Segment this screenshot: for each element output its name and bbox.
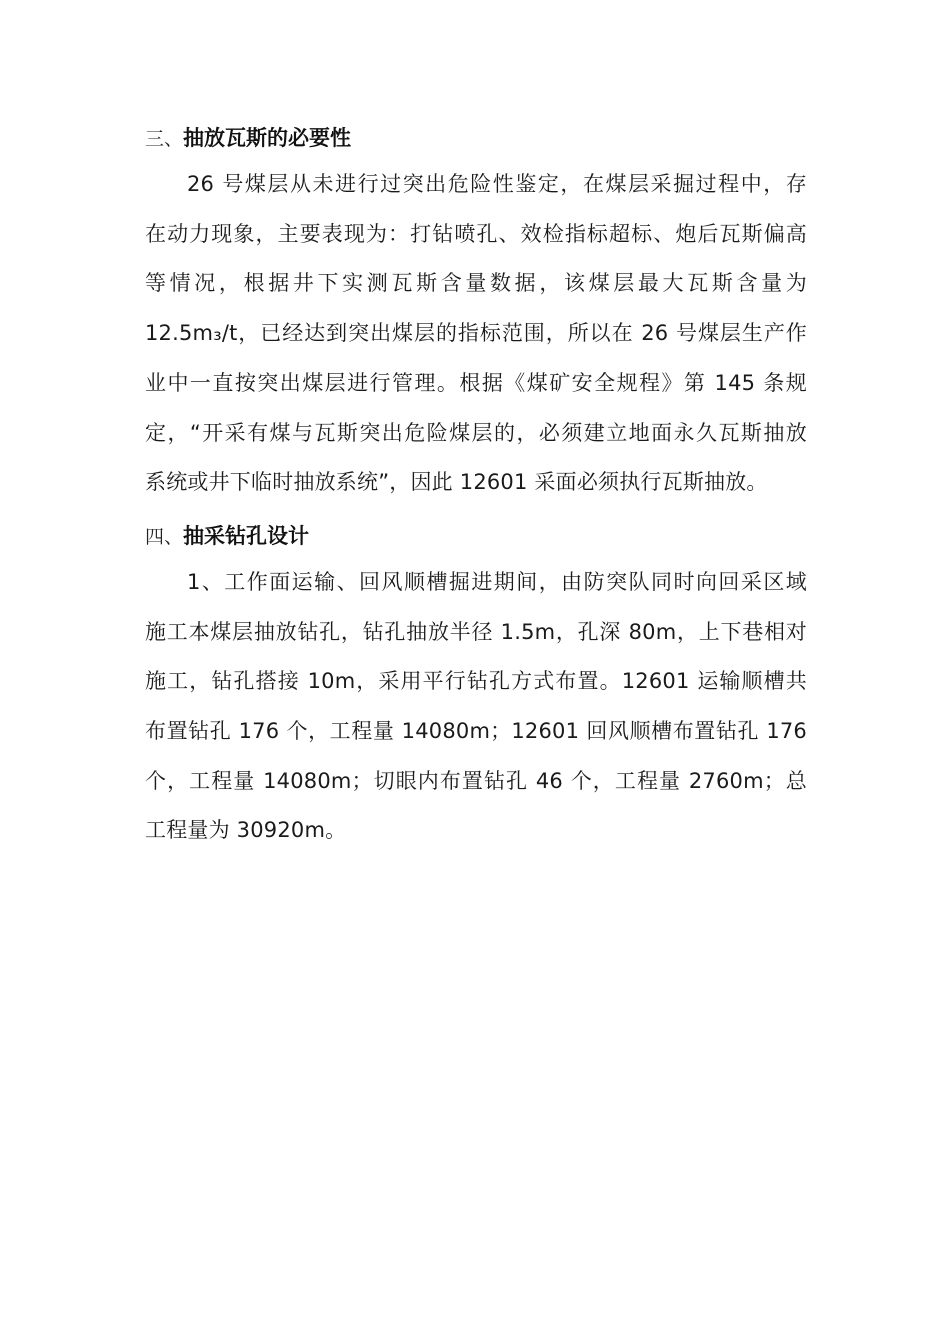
paragraph-line: 1、工作面运输、回风顺槽掘进期间，由防突队同时向回采区域 — [187, 569, 807, 594]
section-4-title: 抽采钻孔设计 — [183, 523, 310, 548]
paragraph-line: 施工，钻孔搭接 10m，采用平行钻孔方式布置。12601 运输顺槽共 — [145, 669, 807, 694]
paragraph-line: 布置钻孔 176 个，工程量 14080m；12601 回风顺槽布置钻孔 176 — [145, 719, 807, 744]
paragraph-line: 系统或井下临时抽放系统”，因此 12601 采面必须执行瓦斯抽放。 — [145, 470, 768, 495]
section-4-heading — [145, 514, 807, 558]
section-3-number: 三、 — [145, 128, 184, 150]
section-3-title: 抽放瓦斯的必要性 — [183, 126, 352, 150]
document-body — [145, 116, 807, 856]
section-4-number: 四、 — [145, 525, 184, 548]
paragraph-line: 工程量为 30920m。 — [145, 818, 347, 843]
section-4-paragraph — [145, 558, 807, 856]
paragraph-line: 等情况，根据井下实测瓦斯含量数据，该煤层最大瓦斯含量为 — [145, 271, 807, 296]
paragraph-line: 定，“开采有煤与瓦斯突出危险煤层的，必须建立地面永久瓦斯抽放 — [145, 420, 807, 445]
paragraph-line: 12.5m₃/t，已经达到突出煤层的指标范围，所以在 26 号煤层生产作 — [145, 321, 807, 346]
paragraph-line: 26 号煤层从未进行过突出危险性鉴定，在煤层采掘过程中，存 — [187, 172, 807, 196]
paragraph-line: 在动力现象，主要表现为：打钻喷孔、效检指标超标、炮后瓦斯偏高 — [145, 221, 807, 246]
section-3-paragraph — [145, 160, 807, 508]
paragraph-line: 施工本煤层抽放钻孔，钻孔抽放半径 1.5m，孔深 80m，上下巷相对 — [145, 619, 807, 644]
paragraph-line: 业中一直按突出煤层进行管理。根据《煤矿安全规程》第 145 条规 — [145, 370, 807, 395]
paragraph-line: 个，工程量 14080m；切眼内布置钻孔 46 个，工程量 2760m；总 — [145, 768, 807, 793]
section-3-heading — [145, 116, 807, 160]
